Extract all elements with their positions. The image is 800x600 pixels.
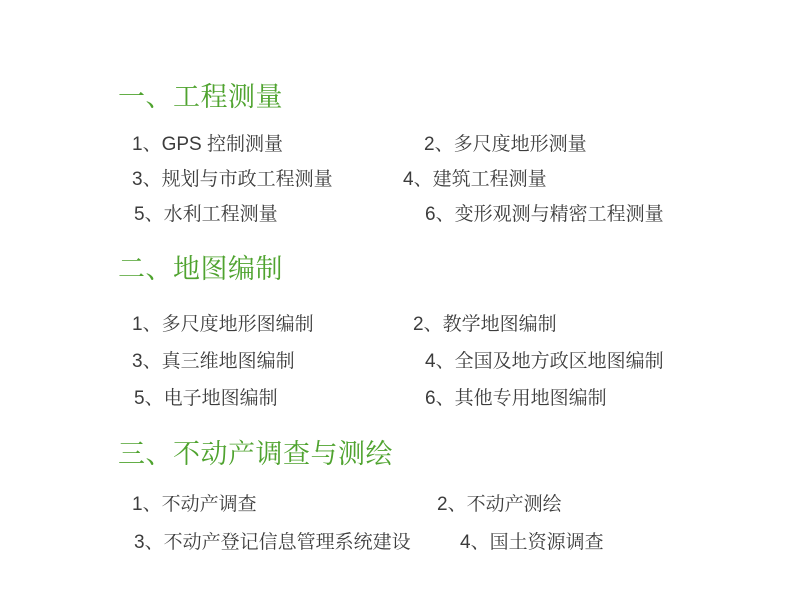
list-item: 2、不动产测绘	[437, 494, 562, 515]
list-item: 4、国土资源调查	[460, 532, 604, 553]
list-item: 6、其他专用地图编制	[425, 388, 607, 409]
list-item: 2、教学地图编制	[413, 314, 557, 335]
section-1-heading: 一、工程测量	[118, 82, 283, 112]
list-item: 1、不动产调查	[132, 494, 257, 515]
list-item: 1、GPS 控制测量	[132, 134, 283, 155]
list-item: 4、全国及地方政区地图编制	[425, 351, 664, 372]
list-item: 6、变形观测与精密工程测量	[425, 204, 664, 225]
section-3-heading: 三、不动产调查与测绘	[118, 439, 393, 469]
section-2-heading: 二、地图编制	[118, 254, 283, 284]
list-item: 2、多尺度地形测量	[424, 134, 587, 155]
list-item: 5、水利工程测量	[134, 204, 278, 225]
list-item: 5、电子地图编制	[134, 388, 278, 409]
list-item: 4、建筑工程测量	[403, 169, 547, 190]
list-item: 3、真三维地图编制	[132, 351, 295, 372]
list-item: 3、不动产登记信息管理系统建设	[134, 532, 411, 553]
list-item: 1、多尺度地形图编制	[132, 314, 314, 335]
list-item: 3、规划与市政工程测量	[132, 169, 333, 190]
